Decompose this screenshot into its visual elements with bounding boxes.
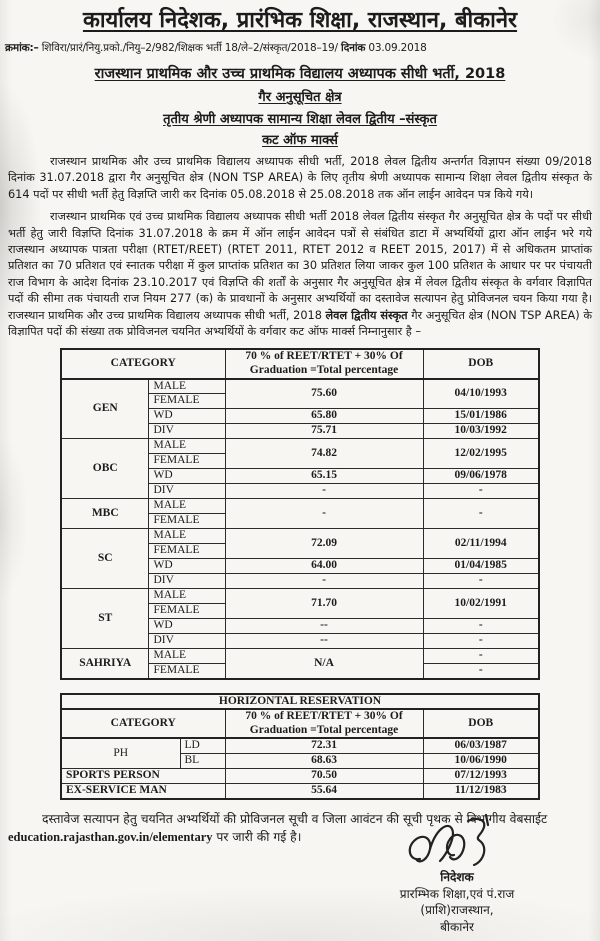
hr-header-dob: DOB [423, 709, 539, 738]
gen-label: GEN [61, 379, 149, 439]
mbc-mf-score: - [225, 499, 423, 529]
ref-number: शिविरा/प्रारं/नियु.प्रको./नियु–2/982/शिक्षक भर्ती 18/ले–2/संस्कृत/2018–19/ [38, 42, 341, 54]
gen-wd: WD [149, 409, 225, 424]
sc-div-dob: - [423, 574, 539, 589]
ex-service-man-score: 55.64 [225, 783, 423, 798]
table-row [61, 529, 539, 544]
obc-div-dob: - [423, 484, 539, 499]
ref-line [5, 41, 595, 55]
st-female: FEMALE [149, 604, 225, 619]
ex-service-man-dob: 11/12/1983 [423, 783, 539, 798]
signatory-city: बीकानेर [440, 919, 474, 934]
st-div-score: -- [225, 634, 423, 649]
table-row [61, 768, 539, 783]
obc-div: DIV [149, 484, 225, 499]
signatory-designation: निदेशक [440, 870, 474, 884]
gen-wd-dob: 15/01/1986 [423, 409, 539, 424]
doc-subtitle-area: गैर अनुसूचित क्षेत्र [258, 90, 342, 105]
signature-block [352, 811, 562, 935]
gen-div-dob: 10/03/1992 [423, 424, 539, 439]
st-wd: WD [149, 619, 225, 634]
table-row [61, 439, 539, 454]
obc-label: OBC [61, 439, 149, 499]
obc-div-score: - [225, 484, 423, 499]
sports-person-dob: 07/12/1993 [423, 768, 539, 783]
table-row [61, 499, 539, 514]
ref-label: क्रमांक:– [5, 42, 39, 54]
sahriya-female: FEMALE [149, 664, 225, 679]
doc-subtitle-cutoff: कट ऑफ मार्क्स [262, 133, 338, 148]
paragraph-1: राजस्थान प्राथमिक और उच्च प्राथमिक विद्यालय अध्यापक सीधी भर्ती, 2018 लेवल द्वितीय अन्तर्गत विज्ञापन संख्या 09/2018 दिनांक 31.07.2018 द्वारा गैर अनुसूचित क्षेत्र (NON TSP AREA) के लिए तृतीय श्रेणी अध्यापक सामान्य शिक्षा लेवल द्वितीय संस्कृत के 614 पदों पर सीधी भर्ती हेतु विज्ञप्ति जारी कर दिनांक 05.08.2018 से 25.08.2018 तक ऑन लाईन आवेदन पत्र किये गये। [8, 155, 592, 201]
footer-text: दस्तावेज सत्यापन हेतु चयनित अभ्यर्थियों की प्रोविजनल सूची व जिला आवंटन की सूची पृथक से विभागीय वेबसाईट [42, 811, 548, 826]
header-score: 70 % of REET/RTET + 30% Of Graduation =Total percentage [225, 349, 423, 378]
obc-male: MALE [149, 439, 225, 454]
sahriya-label: SAHRIYA [61, 649, 149, 679]
sc-wd-dob: 01/04/1985 [423, 559, 539, 574]
ph-bl: BL [180, 753, 225, 768]
ex-service-man-label: EX-SERVICE MAN [61, 783, 225, 798]
website-url: education.rajasthan.gov.in/elementary [8, 829, 213, 844]
gen-div: DIV [149, 424, 225, 439]
cutoff-table-header-row [61, 349, 539, 378]
table-row [61, 589, 539, 604]
sahriya-male-dob: - [423, 649, 539, 664]
obc-wd: WD [149, 469, 225, 484]
st-div-dob: - [423, 634, 539, 649]
sports-person-score: 70.50 [225, 768, 423, 783]
hr-header-category: CATEGORY [61, 709, 225, 738]
header-dob: DOB [423, 349, 539, 378]
mbc-mf-dob: - [423, 499, 539, 529]
sc-wd: WD [149, 559, 225, 574]
gen-mf-dob: 04/10/1993 [423, 379, 539, 409]
st-wd-dob: - [423, 619, 539, 634]
sahriya-female-dob: - [423, 664, 539, 679]
sc-mf-dob: 02/11/1994 [423, 529, 539, 559]
date-value: 03.09.2018 [365, 42, 427, 54]
sc-div-score: - [225, 574, 423, 589]
footer-text-end: पर जारी की गई है। [212, 829, 302, 844]
st-mf-dob: 10/02/1991 [423, 589, 539, 619]
sports-person-label: SPORTS PERSON [61, 768, 225, 783]
paragraph-2 [8, 209, 592, 340]
table-row [61, 783, 539, 798]
sc-label: SC [61, 529, 149, 589]
st-mf-score: 71.70 [225, 589, 423, 619]
ph-label: PH [61, 738, 180, 768]
table-row [61, 649, 539, 664]
sc-div: DIV [149, 574, 225, 589]
obc-female: FEMALE [149, 454, 225, 469]
gen-mf-score: 75.60 [225, 379, 423, 409]
doc-subtitle-level: तृतीय श्रेणी अध्यापक सामान्य शिक्षा लेवल द्वितीय –संस्कृत [163, 112, 437, 127]
signatory-org: (प्राशि)राजस्थान, [420, 903, 494, 917]
paragraph-2-text-end: गैर अनुसूचित क्षेत्र (NON TSP AREA) के विज्ञापित पदों की संख्या तक प्रोविजनल चयनित अभ्यर्थियों के वर्गवार कट ऑफ मार्क्स निम्नानुसार है – [8, 308, 593, 339]
hr-table-title-row [61, 694, 539, 710]
date-label: दिनांक [340, 42, 366, 54]
obc-mf-score: 74.82 [225, 439, 423, 469]
ph-ld-score: 72.31 [225, 738, 423, 753]
gen-female: FEMALE [149, 394, 225, 409]
st-div: DIV [149, 634, 225, 649]
sahriya-mf-score: N/A [225, 649, 423, 679]
obc-wd-dob: 09/06/1978 [423, 469, 539, 484]
obc-mf-dob: 12/02/1995 [423, 439, 539, 469]
st-wd-score: -- [225, 619, 423, 634]
table-row [61, 738, 539, 753]
mbc-female: FEMALE [149, 514, 225, 529]
st-label: ST [61, 589, 149, 649]
doc-subtitle-recruitment: राजस्थान प्राथमिक और उच्च प्राथमिक विद्यालय अध्यापक सीधी भर्ती, 2018 [94, 66, 506, 82]
sc-male: MALE [149, 529, 225, 544]
st-male: MALE [149, 589, 225, 604]
sc-wd-score: 64.00 [225, 559, 423, 574]
gen-male: MALE [149, 379, 225, 394]
table-row [61, 379, 539, 394]
sahriya-male: MALE [149, 649, 225, 664]
ph-ld-dob: 06/03/1987 [423, 738, 539, 753]
header-category: CATEGORY [61, 349, 225, 378]
hr-table-title: HORIZONTAL RESERVATION [61, 694, 539, 710]
paragraph-2-bold: लेवल द्वितीय संस्कृत [325, 308, 408, 322]
horizontal-reservation-table [60, 693, 540, 800]
gen-div-score: 75.71 [225, 424, 423, 439]
hr-header-score: 70 % of REET/RTET + 30% Of Graduation =Total percentage [225, 709, 423, 738]
gen-wd-score: 65.80 [225, 409, 423, 424]
sc-female: FEMALE [149, 544, 225, 559]
signatory-dept: प्रारम्भिक शिक्षा,एवं पं.राज [399, 886, 515, 901]
obc-wd-score: 65.15 [225, 469, 423, 484]
mbc-male: MALE [149, 499, 225, 514]
mbc-label: MBC [61, 499, 149, 529]
ph-bl-dob: 10/06/1990 [423, 753, 539, 768]
page-title: कार्यालय निदेशक, प्रारंभिक शिक्षा, राजस्थान, बीकानेर [82, 8, 518, 33]
ph-ld: LD [180, 738, 225, 753]
ph-bl-score: 68.63 [225, 753, 423, 768]
sc-mf-score: 72.09 [225, 529, 423, 559]
hr-table-header-row [61, 709, 539, 738]
cutoff-table [60, 348, 540, 679]
paragraph-2-text: राजस्थान प्राथमिक एवं उच्च प्राथमिक विद्यालय अध्यापक सीधी भर्ती 2018 लेवल द्वितीय संस्कृत गैर अनुसूचित क्षेत्र के पदों पर सीधी भर्ती हेतु जारी विज्ञप्ति दिनांक 31.07.2018 के क्रम में ऑन लाईन आवेदन पत्रों से संबंधित डाटा में अभ्यर्थियों द्वारा ऑन लाईन भरे गये राजस्थान अध्यापक पात्रता परीक्षा (RTET/REET) (RTET 2011, RTET 2012 व REET 2015, 2017) में से अधिकतम प्राप्तांक प्रतिशत का 70 प्रतिशत एवं स्नातक परीक्षा में कुल प्राप्तांक प्रतिशत का 30 प्रतिशत लिया जाकर कुल 100 प्रतिशत के आधार पर पर पंचायती राज विभाग के आदेश दिनांक 23.10.2017 एवं विज्ञप्ति की शर्तों के अनुसार गैर अनुसूचित क्षेत्र में लेवल द्वितीय संस्कृत के वर्गवार विज्ञापित पदों की सीमा तक पंचायती राज नियम 277 (क) के प्रावधानों के अनुसार अभ्यर्थियों का दस्तावेज सत्यापन हेतु प्रोविजनल चयन किया गया है। राजस्थान प्राथमिक और उच्च प्राथमिक विद्यालय अध्यापक सीधी भर्ती, 2018 [8, 210, 592, 322]
